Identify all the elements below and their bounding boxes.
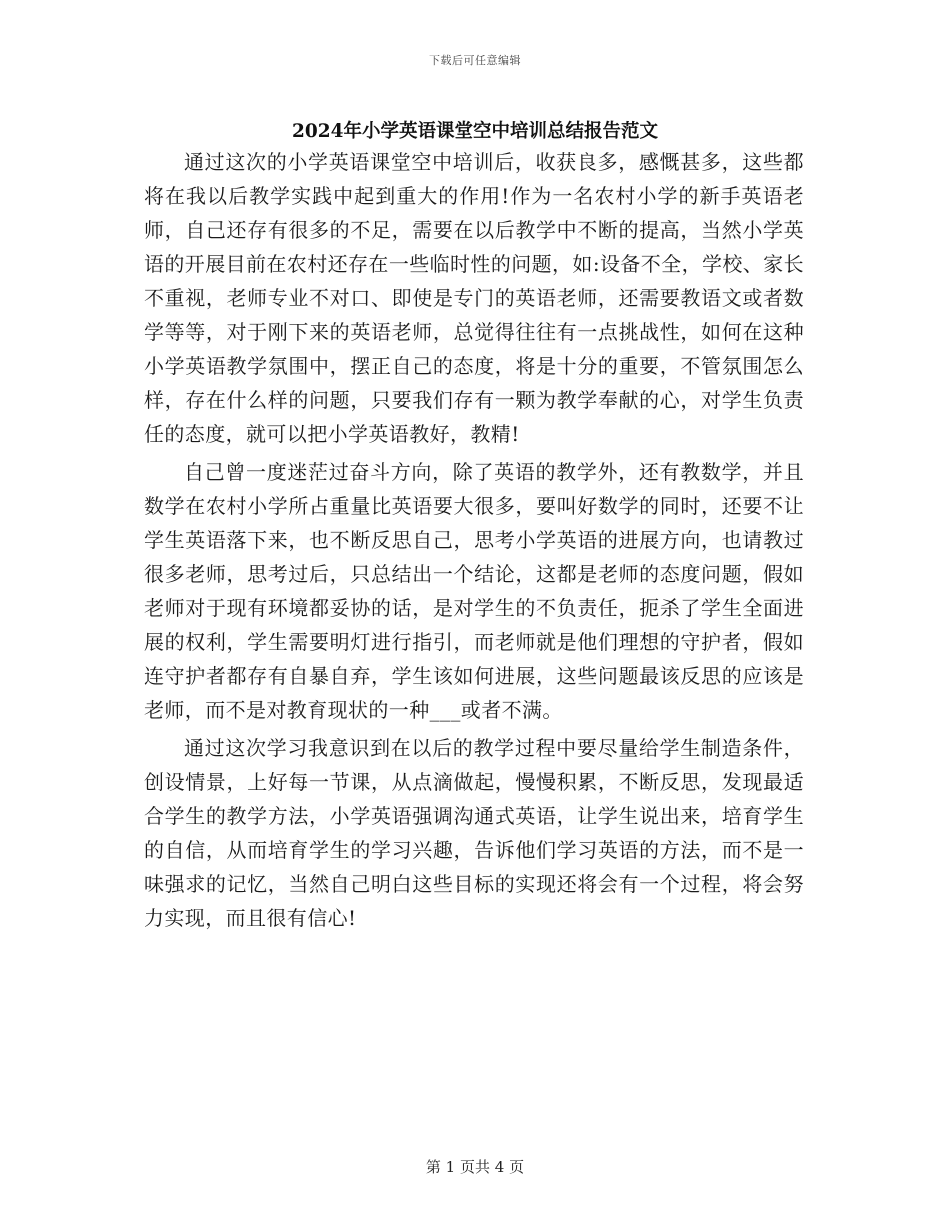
document-title: 2024年小学英语课堂空中培训总结报告范文: [292, 121, 658, 142]
document-body: [144, 145, 804, 935]
header-note: 下载后可任意编辑: [429, 54, 521, 67]
paragraph-3: 通过这次学习我意识到在以后的教学过程中要尽量给学生制造条件，创设情景，上好每一节课，从点滴做起，慢慢积累，不断反思，发现最适合学生的教学方法，小学英语强调沟通式英语，让学生说出来，培育学生的自信，从而培育学生的学习兴趣，告诉他们学习英语的方法，而不是一味强求的记忆，当然自己明白这些目标的实现还将会有一个过程，将会努力实现，而且很有信心!: [144, 736, 804, 930]
page-number: 第 1 页共 4 页: [425, 1158, 525, 1176]
paragraph-1: 通过这次的小学英语课堂空中培训后，收获良多，感慨甚多，这些都将在我以后教学实践中起到重大的作用!作为一名农村小学的新手英语老师，自己还存有很多的不足，需要在以后教学中不断的提高，当然小学英语的开展目前在农村还存在一些临时性的问题，如:设备不全，学校、家长不重视，老师专业不对口、即使是专门的英语老师，还需要教语文或者数学等等，对于刚下来的英语老师，总觉得往往有一点挑战性，如何在这种小学英语教学氛围中，摆正自己的态度，将是十分的重要，不管氛围怎么样，存在什么样的问题，只要我们存有一颗为教学奉献的心，对学生负责任的态度，就可以把小学英语教好，教精!: [144, 150, 804, 446]
paragraph-2: 自己曾一度迷茫过奋斗方向，除了英语的教学外，还有教数学，并且数学在农村小学所占重量比英语要大很多，要叫好数学的同时，还要不让学生英语落下来，也不断反思自己，思考小学英语的进展方向，也请教过很多老师，思考过后，只总结出一个结论，这都是老师的态度问题，假如老师对于现有环境都妥协的话，是对学生的不负责任，扼杀了学生全面进展的权利，学生需要明灯进行指引，而老师就是他们理想的守护者，假如连守护者都存有自暴自弃，学生该如何进展，这些问题最该反思的应该是老师，而不是对教育现状的一种___或者不满。: [144, 460, 804, 722]
